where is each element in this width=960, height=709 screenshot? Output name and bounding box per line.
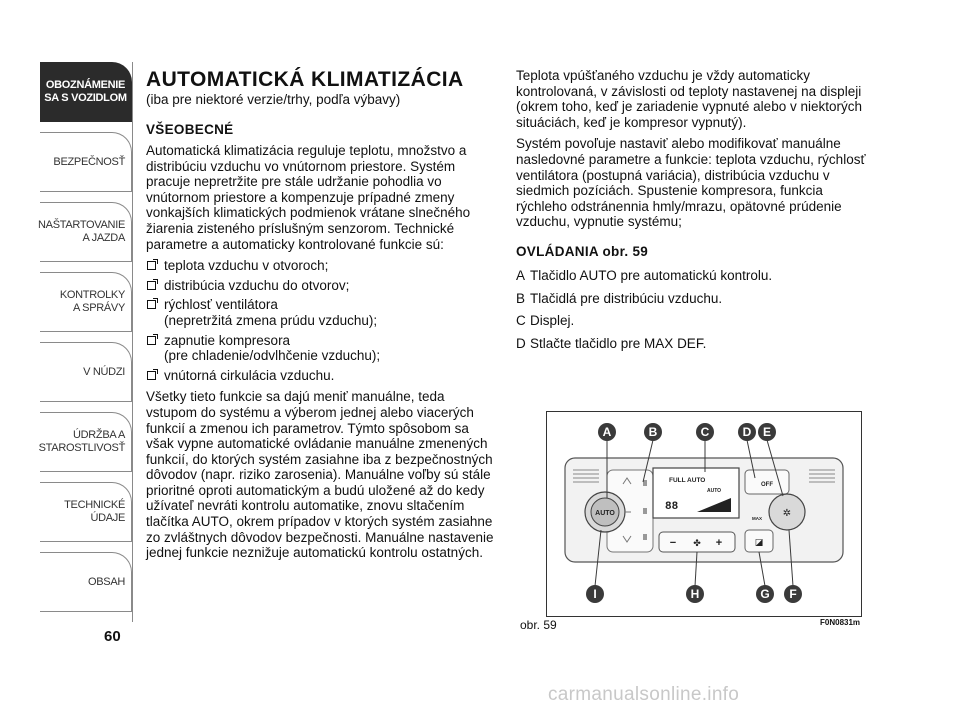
paragraph-temperature: Teplota vpúšťaného vzduchu je vždy automaticky kontrolovaná, v závislosti od teploty nastavenej na displeji (okrem toho, keď je zariadenie vypnuté alebo v niektorých situáciách, keď je kompresor vypnutý). xyxy=(516,68,862,130)
callout-f: F xyxy=(789,587,797,601)
page-title: AUTOMATICKÁ KLIMATIZÁCIA xyxy=(146,68,464,91)
function-list xyxy=(146,258,496,383)
tab-bezpecnost[interactable]: BEZPEČNOSŤ xyxy=(40,132,132,192)
checkbox-bullet-icon xyxy=(147,336,156,345)
fan-minus-label: − xyxy=(669,537,677,549)
display-temperature: 88 xyxy=(665,501,679,513)
tab-obsah[interactable]: OBSAH xyxy=(40,552,132,612)
climate-panel-drawing xyxy=(547,412,861,616)
callout-h: H xyxy=(690,587,700,601)
callout-a: A xyxy=(602,425,612,439)
page-subtitle: (iba pre niektoré verzie/trhy, podľa výbavy) xyxy=(146,92,401,107)
list-item: distribúcia vzduchu do otvorov; xyxy=(146,278,496,294)
max-label: MAX xyxy=(752,516,762,521)
callout-e: E xyxy=(762,425,772,439)
tab-technicke-udaje[interactable]: TECHNICKÉ ÚDAJE xyxy=(40,482,132,542)
display-auto: AUTO xyxy=(707,488,722,494)
list-item: teplota vzduchu v otvoroch; xyxy=(146,258,496,274)
list-item: C Displej. xyxy=(516,313,575,329)
figure-caption: obr. 59 xyxy=(520,618,557,632)
climate-panel-figure xyxy=(546,411,862,617)
checkbox-bullet-icon xyxy=(147,371,156,380)
sidebar-divider xyxy=(132,62,133,622)
watermark: carmanualsonline.info xyxy=(548,684,740,705)
list-item: rýchlosť ventilátora (nepretržitá zmena prúdu vzduchu); xyxy=(146,297,496,328)
paragraph-intro: Automatická klimatizácia reguluje teplotu, množstvo a distribúciu vzduchu vo vnútornom priestore. Systém pracuje nepretržite pre stále udržanie pohodlia vo vnútornom priestore a kompenzuje prípadné zmeny vonkajších klimatických podmienok vrátane slnečného žiarenia zisteného príslušným senzorom. Technické parametre a automaticky kontrolované funkcie sú: xyxy=(146,143,471,252)
controls-list xyxy=(516,268,866,351)
checkbox-bullet-icon xyxy=(147,300,156,309)
paragraph-manual: Všetky tieto funkcie sa dajú meniť manuálne, teda vstupom do systému a výberom jednej alebo viacerých funkcií a zmenou ich parametrov. Týmto spôsobom sa však vypne automatické ovládanie manuálne zmenených funkcií, do ktorých systém zasiahne iba z bezpečnostných dôvodov (napr. riziko zarosenia). Manuálne voľby sú stále prioritné oproti automatickým a budú uložené až do kedy užívateľ nevráti kontrolu automatike, znovu sltačením tlačítka AUTO, okrem prípadov v ktorých systém zasiahne zo zvláštnych dôvodov bezpečnosti. Manuálne nastavenie jednej funkcie neznižuje automatickú kontrolu ostatných. xyxy=(146,389,494,561)
left-column xyxy=(146,68,496,567)
list-item: vnútorná cirkulácia vzduchu. xyxy=(146,368,496,384)
paragraph-manual-parameters: Systém povoľuje nastaviť alebo modifikovať manuálne nasledovné parametre a funkcie: teplota vzduchu, rýchlosť ventilátora (postupná variácia), distribúcia vzduchu v siedmich pozíciách. Spustenie kompresora, funkcia rýchleho odstránennia hmly/mrazu, opätovné prúdenie vzduchu, vypnutie systému; xyxy=(516,136,866,230)
callout-d: D xyxy=(742,425,752,439)
right-column xyxy=(516,68,866,358)
callouts-bottom xyxy=(586,585,802,603)
section-heading-general: VŠEOBECNÉ xyxy=(146,122,234,137)
tab-udrzba[interactable]: ÚDRŽBA A STAROSTLIVOSŤ xyxy=(40,412,132,472)
fan-icon: ✤ xyxy=(693,539,701,549)
callout-i: I xyxy=(593,587,597,601)
checkbox-bullet-icon xyxy=(147,261,156,270)
callout-c: C xyxy=(700,425,710,439)
chapter-sidebar xyxy=(40,62,132,622)
list-item: zapnutie kompresora (pre chladenie/odvlhčenie vzduchu); xyxy=(146,333,496,364)
fan-plus-label: + xyxy=(715,537,723,549)
callout-g: G xyxy=(760,587,770,601)
list-item: B Tlačidlá pre distribúciu vzduchu. xyxy=(516,290,723,306)
display-full-auto: FULL AUTO xyxy=(669,477,706,484)
rear-defrost-icon: ◪ xyxy=(754,538,764,548)
list-item: A Tlačidlo AUTO pre automatickú kontrolu. xyxy=(516,267,773,283)
tab-kontrolky[interactable]: KONTROLKY A SPRÁVY xyxy=(40,272,132,332)
list-item: D Stlačte tlačidlo pre MAX DEF. xyxy=(516,335,707,351)
recirculation-icon: ✲ xyxy=(782,508,792,519)
figure-code: F0N0831m xyxy=(820,618,861,627)
tab-v-nudzi[interactable]: V NÚDZI xyxy=(40,342,132,402)
section-heading-controls: OVLÁDANIA obr. 59 xyxy=(516,243,649,259)
page-number: 60 xyxy=(104,628,121,645)
tab-oboznamenie[interactable]: OBOZNÁMENIE SA S VOZIDLOM xyxy=(40,62,132,122)
off-label: OFF xyxy=(761,482,773,488)
checkbox-bullet-icon xyxy=(147,281,156,290)
auto-knob-label: AUTO xyxy=(595,510,615,517)
callouts-top xyxy=(598,423,776,441)
callout-b: B xyxy=(648,425,658,439)
tab-nastartovanie[interactable]: NAŠTARTOVANIE A JAZDA xyxy=(40,202,132,262)
